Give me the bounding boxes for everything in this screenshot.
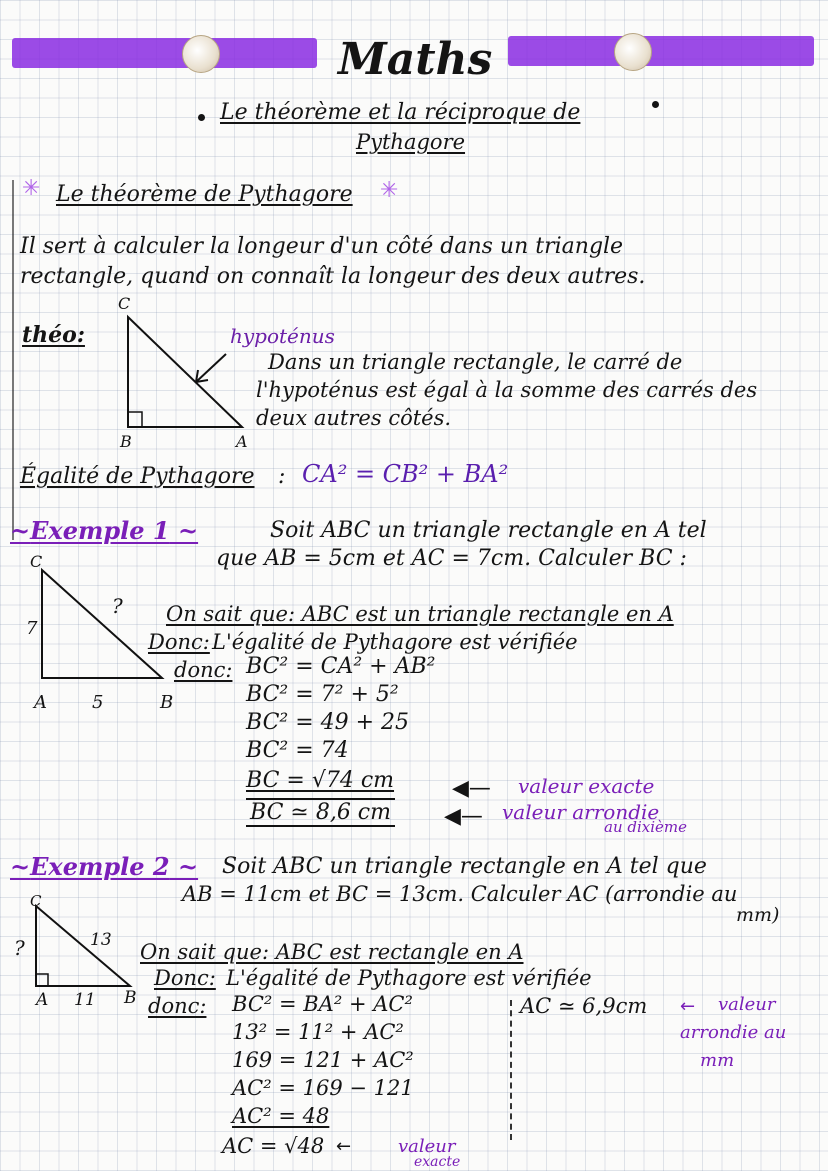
ex2-hyp-side: 13 (90, 930, 112, 950)
example1-statement-line2: que AB = 5cm et AC = 7cm. Calculer BC : (216, 546, 687, 571)
ex2-vertex-b: B (124, 988, 137, 1008)
example2-title: ~Exemple 2 ~ (10, 852, 199, 881)
ex2-side-bottom: 11 (74, 990, 96, 1010)
bullet-right (652, 101, 659, 108)
subtitle-line2: Pythagore (356, 130, 466, 154)
example2-triangle (30, 902, 140, 992)
ex2-arrow-icon-2: ← (680, 996, 696, 1017)
theo-text-line1: Dans un triangle rectangle, le carré de (268, 350, 683, 374)
ex2-step-4: AC² = 169 − 121 (232, 1076, 414, 1100)
ex2-vertex-c: C (30, 892, 42, 910)
ex2-sait: On sait que: ABC est rectangle en A (140, 940, 524, 964)
ex2-result-note2: arrondie au (680, 1022, 787, 1043)
egalite-formula: CA² = CB² + BA² (302, 460, 509, 488)
ex1-vertex-a: A (34, 692, 47, 713)
ex1-arrow-icon-2: ◀— (444, 804, 483, 829)
hypotenuse-arrow-icon (190, 350, 230, 394)
example1-statement-line1: Soit ABC un triangle rectangle en A tel (270, 518, 707, 543)
bullet-left (198, 114, 205, 121)
example2-statement-line1: Soit ABC un triangle rectangle en A tel que (222, 854, 707, 879)
theo-vertex-a: A (236, 432, 248, 451)
egalite-colon: : (278, 464, 286, 489)
theo-text-line2: l'hypoténus est égal à la somme des carrés des (256, 378, 758, 402)
theo-text-line3: deux autres côtés. (256, 406, 452, 430)
ex2-step-2: 13² = 11² + AC² (232, 1020, 404, 1044)
ex2-divider (510, 1000, 512, 1140)
ex1-exact-note: valeur exacte (518, 774, 655, 798)
ex1-donc-text: L'égalité de Pythagore est vérifiée (212, 630, 578, 654)
example1-title: ~Exemple 1 ~ (10, 516, 199, 545)
ex1-rounded-note2: au dixième (604, 818, 688, 836)
example2-tilde-icon-2: ~ (169, 852, 199, 881)
ex2-result-note3: mm (700, 1050, 735, 1071)
example1-tilde-icon-2: ~ (169, 516, 199, 545)
egalite-label: Égalité de Pythagore (20, 464, 255, 489)
section1-intro-line1: Il sert à calculer la longeur d'un côté dans un triangle (20, 234, 624, 259)
subtitle-line1: Le théorème et la réciproque de (220, 100, 581, 125)
ex2-left-mark: ? (14, 936, 25, 960)
ex2-step-1: BC² = BA² + AC² (232, 992, 413, 1016)
hypotenuse-label: hypoténus (230, 324, 335, 348)
header-bar-right (508, 36, 814, 66)
ex1-step-1: BC² = CA² + AB² (246, 654, 436, 679)
ex1-step-2: BC² = 7² + 5² (246, 682, 399, 707)
ex2-donc-text: L'égalité de Pythagore est vérifiée (226, 966, 592, 990)
star-icon-right: ✳ (380, 178, 399, 203)
ex1-hyp-mark: ? (112, 594, 123, 618)
theo-vertex-c: C (118, 294, 131, 313)
ex2-donc-label: Donc: (154, 966, 216, 990)
ex1-vertex-c: C (30, 552, 43, 571)
example2-statement-line3: mm) (736, 904, 780, 926)
ex1-donc2-label: donc: (174, 658, 233, 682)
theo-label: théo: (22, 322, 85, 348)
header-ball-right (614, 33, 652, 71)
ex2-vertex-a: A (36, 990, 49, 1010)
ex1-rounded-note: valeur arrondie (502, 800, 660, 824)
ex2-step-5: AC² = 48 (232, 1104, 330, 1128)
ex2-result-note1: valeur (718, 994, 776, 1015)
section1-intro-line2: rectangle, quand on connaît la longeur des deux autres. (20, 264, 646, 289)
example1-triangle (34, 566, 174, 686)
theo-vertex-b: B (120, 432, 132, 451)
example2-statement-line2: AB = 11cm et BC = 13cm. Calculer AC (arrondie au (182, 882, 738, 906)
example2-tilde-icon: ~ (10, 852, 31, 881)
ex1-side-left: 7 (26, 618, 38, 639)
page-title: Maths (338, 34, 493, 85)
ex2-donc2-label: donc: (148, 994, 207, 1018)
ex1-donc-label: Donc: (148, 630, 210, 654)
ex1-sait: On sait que: ABC est un triangle rectangle en A (166, 602, 674, 626)
ex1-arrow-icon-1: ◀— (452, 776, 491, 801)
ex1-step-6: BC ≃ 8,6 cm (246, 798, 395, 827)
ex2-exact-note2: exacte (414, 1154, 461, 1170)
ex1-step-5: BC = √74 cm (246, 768, 395, 793)
ex2-exact-note: valeur (398, 1136, 456, 1157)
header-ball-left (182, 35, 220, 73)
ex1-step-3: BC² = 49 + 25 (246, 710, 410, 735)
left-margin-line (12, 180, 14, 540)
ex2-result: AC ≃ 6,9cm (520, 994, 648, 1018)
ex2-arrow-icon-1: ← (336, 1136, 352, 1157)
ex2-step-6: AC = √48 (222, 1134, 325, 1158)
ex2-step-3: 169 = 121 + AC² (232, 1048, 414, 1072)
header-bar-left (12, 38, 317, 68)
ex1-step-4: BC² = 74 (246, 738, 349, 763)
ex1-side-bottom: 5 (92, 692, 104, 713)
ex1-vertex-b: B (160, 692, 174, 713)
example1-tilde-icon: ~ (10, 516, 31, 545)
star-icon-left: ✳ (22, 176, 41, 201)
section1-heading: Le théorème de Pythagore (56, 182, 353, 207)
